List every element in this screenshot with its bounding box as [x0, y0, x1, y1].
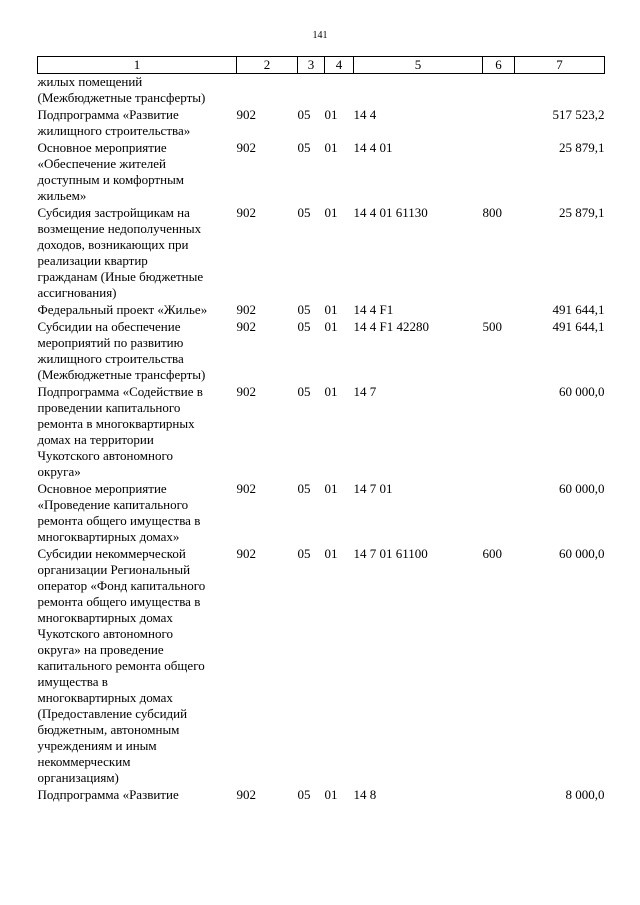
amount-cell: 25 879,1: [559, 205, 605, 220]
admin-code-cell: 902: [236, 787, 256, 802]
amount-cell: 60 000,0: [559, 481, 605, 496]
subsection-code-cell: 01: [324, 205, 338, 220]
expense-type-cell: 600: [482, 546, 502, 561]
target-article-cell: 14 4: [353, 107, 377, 122]
subsection-code-cell: 01: [324, 140, 338, 155]
row-name-cell: Основное мероприятие «Обеспечение жителей доступным и комфортным жильем»: [37, 140, 185, 203]
target-article-cell: [354, 74, 483, 108]
table-body: [38, 74, 605, 805]
row-name-cell: Субсидия застройщикам на возмещение недополученных доходов, возникающих при реализации квартир гражданам (Иные бюджетные ассигнования): [37, 205, 204, 300]
row-name-cell: Подпрограмма «Развитие жилищного строительства»: [37, 107, 191, 138]
section-code-cell: 05: [297, 319, 311, 334]
amount-cell: 491 644,1: [552, 302, 605, 317]
admin-code-cell: 902: [236, 302, 256, 317]
admin-code-cell: 902: [236, 481, 256, 496]
amount-cell: 8 000,0: [565, 787, 605, 802]
column-header: 6: [483, 57, 515, 74]
section-code-cell: 05: [297, 546, 311, 561]
column-header: 7: [515, 57, 605, 74]
section-code-cell: 05: [297, 107, 311, 122]
admin-code-cell: [237, 74, 298, 108]
row-name-cell: Подпрограмма «Содействие в проведении капитального ремонта в многоквартирных домах на территории Чукотского автономного округа»: [37, 384, 203, 479]
section-code-cell: 05: [297, 787, 311, 802]
target-article-cell: 14 7 01: [353, 481, 393, 496]
expense-type-cell: [483, 384, 515, 481]
subsection-code-cell: 01: [324, 302, 338, 317]
admin-code-cell: 902: [236, 319, 256, 334]
expense-type-cell: [483, 787, 515, 804]
table-row: [38, 384, 605, 481]
expense-type-cell: [483, 107, 515, 140]
amount-cell: 60 000,0: [559, 384, 605, 399]
row-name-cell: Основное мероприятие «Проведение капитального ремонта общего имущества в многоквартирных домах»: [37, 481, 201, 544]
table-row: [38, 481, 605, 546]
section-code-cell: 05: [297, 481, 311, 496]
admin-code-cell: 902: [236, 140, 256, 155]
subsection-code-cell: 01: [324, 481, 338, 496]
subsection-code-cell: 01: [324, 384, 338, 399]
target-article-cell: 14 7: [353, 384, 377, 399]
expense-type-cell: [483, 74, 515, 108]
header-row: [38, 57, 605, 74]
admin-code-cell: 902: [236, 546, 256, 561]
row-name-cell: Подпрограмма «Развитие: [37, 787, 179, 802]
table-row: [38, 546, 605, 787]
column-header: 5: [354, 57, 483, 74]
page-number: 141: [312, 30, 328, 41]
target-article-cell: 14 4 01 61130: [353, 205, 428, 220]
amount-cell: 60 000,0: [559, 546, 605, 561]
admin-code-cell: 902: [236, 107, 256, 122]
row-name-cell: Субсидии некоммерческой организации Региональный оператор «Фонд капитального ремонта общего имущества в многоквартирных домах Чукотского автономного округа» на проведение капитального ремонта общего имущества в многоквартирных домах (Предоставление субсидий бюджетным, автономным учреждениям и иным некоммерческим организациям): [37, 546, 206, 785]
column-header: 2: [237, 57, 298, 74]
table-row: [38, 302, 605, 319]
column-header: 1: [38, 57, 237, 74]
subsection-code-cell: 01: [324, 107, 338, 122]
amount-cell: [515, 74, 605, 108]
row-name-cell: жилых помещений (Межбюджетные трансферты): [37, 74, 206, 105]
admin-code-cell: 902: [236, 205, 256, 220]
section-code-cell: 05: [297, 384, 311, 399]
table-row: [38, 74, 605, 108]
target-article-cell: 14 8: [353, 787, 377, 802]
table-row: [38, 205, 605, 302]
amount-cell: 491 644,1: [552, 319, 605, 334]
subsection-code-cell: 01: [324, 546, 338, 561]
expense-type-cell: [483, 481, 515, 546]
subsection-code-cell: 01: [324, 319, 338, 334]
expense-type-cell: [483, 302, 515, 319]
section-code-cell: 05: [297, 140, 311, 155]
column-header: 3: [298, 57, 325, 74]
target-article-cell: 14 4 F1: [353, 302, 394, 317]
row-name-cell: Федеральный проект «Жилье»: [37, 302, 208, 317]
amount-cell: 25 879,1: [559, 140, 605, 155]
amount-cell: 517 523,2: [552, 107, 605, 122]
expense-type-cell: 500: [482, 319, 502, 334]
subsection-code-cell: 01: [324, 787, 338, 802]
table-row: [38, 107, 605, 140]
table-row: [38, 787, 605, 804]
row-name-cell: Субсидии на обеспечение мероприятий по развитию жилищного строительства (Межбюджетные трансферты): [37, 319, 206, 382]
target-article-cell: 14 4 F1 42280: [353, 319, 429, 334]
table-row: [38, 319, 605, 384]
section-code-cell: 05: [297, 302, 311, 317]
admin-code-cell: 902: [236, 384, 256, 399]
table-row: [38, 140, 605, 205]
subsection-code-cell: [325, 74, 354, 108]
column-header: 4: [325, 57, 354, 74]
target-article-cell: 14 4 01: [353, 140, 393, 155]
budget-table: [37, 56, 605, 804]
expense-type-cell: [483, 140, 515, 205]
target-article-cell: 14 7 01 61100: [353, 546, 428, 561]
section-code-cell: 05: [297, 205, 311, 220]
section-code-cell: [298, 74, 325, 108]
expense-type-cell: 800: [482, 205, 502, 220]
